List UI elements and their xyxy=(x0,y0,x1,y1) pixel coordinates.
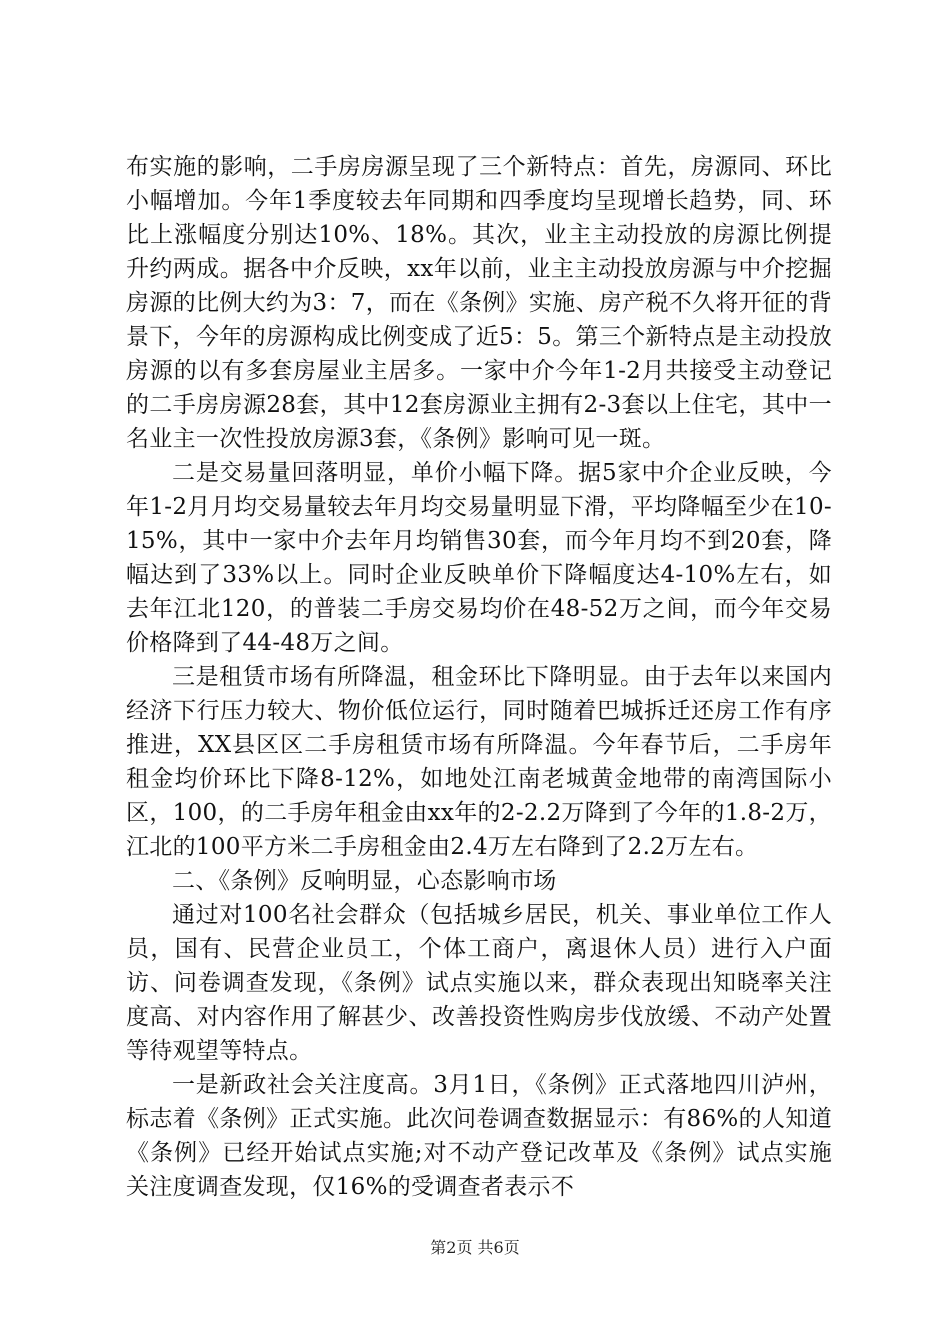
paragraph-5: 一是新政社会关注度高。3月1日，《条例》正式落地四川泸州，标志着《条例》正式实施。此次问卷调查数据显示：有86%的人知道《条例》已经开始试点实施;对不动产登记改革及《条例》试点实施关注度调查发现，仅16%的受调查者表示不 xyxy=(126,1072,832,1200)
paragraph-1: 布实施的影响，二手房房源呈现了三个新特点：首先，房源同、环比小幅增加。今年1季度较去年同期和四季度均呈现增长趋势，同、环比上涨幅度分别达10%、18%。其次，业主主动投放的房源比例提升约两成。据各中介反映，xx年以前，业主主动投放房源与中介挖掘房源的比例大约为3：7，而在《条例》实施、房产税不久将开征的背景下，今年的房源构成比例变成了近5：5。第三个新特点是主动投放房源的以有多套房屋业主居多。一家中介今年1-2月共接受主动登记的二手房房源28套，其中12套房源业主拥有2-3套以上住宅，其中一名业主一次性投放房源3套，《条例》影响可见一斑。 xyxy=(126,154,832,452)
paragraph-2: 二是交易量回落明显，单价小幅下降。据5家中介企业反映，今年1-2月月均交易量较去年月均交易量明显下滑，平均降幅至少在10-15%，其中一家中介去年月均销售30套，而今年月均不到20套，降幅达到了33%以上。同时企业反映单价下降幅度达4-10%左右，如去年江北120，的普装二手房交易均价在48-52万之间，而今年交易价格降到了44-48万之间。 xyxy=(126,460,832,656)
paragraph-3: 三是租赁市场有所降温，租金环比下降明显。由于去年以来国内经济下行压力较大、物价低位运行，同时随着巴城拆迁还房工作有序推进，XX县区区二手房租赁市场有所降温。今年春节后，二手房年租金均价环比下降8-12%，如地处江南老城黄金地带的南湾国际小区，100，的二手房年租金由xx年的2-2.2万降到了今年的1.8-2万，江北的100平方米二手房租金由2.4万左右降到了2.2万左右。 xyxy=(126,664,832,860)
document-body xyxy=(126,150,832,1204)
page-footer: 第2页 共6页 xyxy=(430,1238,520,1257)
section-heading: 二、《条例》反响明显，心态影响市场 xyxy=(172,868,557,894)
paragraph-4: 通过对100名社会群众（包括城乡居民，机关、事业单位工作人员，国有、民营企业员工，个体工商户，离退休人员）进行入户面访、问卷调查发现，《条例》试点实施以来，群众表现出知晓率关注度高、对内容作用了解甚少、改善投资性购房步伐放缓、不动产处置等待观望等特点。 xyxy=(126,902,832,1064)
